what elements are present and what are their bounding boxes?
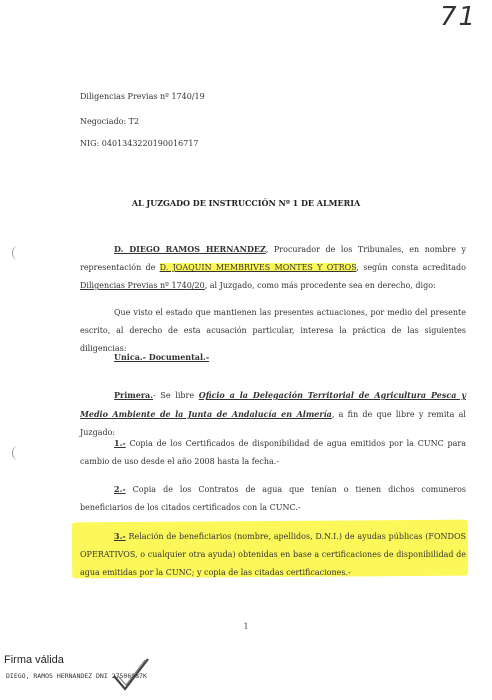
nig: NIG: 0401343220190016717 bbox=[80, 139, 199, 148]
client-name: D. JOAQUIN MEMBRIVES MONTES Y OTROS bbox=[159, 263, 357, 272]
court-heading: AL JUZGADO DE INSTRUCCIÓN Nº 1 DE ALMERIA bbox=[131, 198, 361, 208]
item-3 bbox=[80, 527, 466, 582]
page-number: 1 bbox=[243, 622, 249, 631]
oficio-text: Oficio a la Delegación Territorial de Agricultura Pesca y Medio Ambiente de la Junta de Andalucía en Almería bbox=[80, 390, 467, 419]
item-2-text: Copia de los Contratos de agua que tenían o tienen dichos comuneros beneficiarios de los citados certificados con la CUNC.- bbox=[80, 485, 466, 512]
unica-label: Unica.- Documental.- bbox=[114, 352, 210, 362]
item-3-number: 3.- bbox=[114, 531, 126, 541]
intro-paragraph bbox=[80, 240, 466, 295]
item-2 bbox=[80, 480, 466, 517]
diligencias-ref: Diligencias Previas nº 1740/19 bbox=[80, 92, 205, 101]
item-1-number: 1.- bbox=[114, 438, 126, 448]
item-1-text: Copia de los Certificados de disponibilidad de agua emitidos por la CUNC para cambio de uso desde el año 2008 hasta la fecha.- bbox=[80, 439, 466, 466]
intro-text-3: , al Juzgado, como más procedente sea en derecho, digo: bbox=[204, 281, 436, 290]
negociado: Negociado: T2 bbox=[80, 117, 140, 126]
primera-text-2: , a fin de que libre y remita al Juzgado: bbox=[80, 410, 466, 437]
dp-reference: Diligencias Previas nº 1740/20 bbox=[80, 281, 205, 290]
binder-hole-icon bbox=[12, 246, 23, 260]
handwritten-page-number: 71 bbox=[440, 2, 478, 32]
item-3-text: Relación de beneficiarios (nombre, apellidos, D.N.I.) de ayudas públicas (FONDOS OPERATIVOS, o cualquier otra ayuda) obtenidas en base a certificaciones de disponibilidad de agua emitidas por la CUNC; y copia de las citadas certificaciones.- bbox=[80, 532, 466, 577]
intro-text-1: , Procurador de los Tribunales, en nombre y representación de bbox=[80, 245, 467, 272]
unica-heading bbox=[80, 348, 466, 367]
signature-check-icon bbox=[112, 656, 150, 692]
firma-valida-label: Firma válida bbox=[4, 654, 64, 666]
request-paragraph: Que visto el estado que mantienen las presentes actuaciones, por medio del presente escrito, al derecho de esta acusación particular, interesa la práctica de las siguientes diligencias: bbox=[80, 308, 466, 353]
item-2-number: 2.- bbox=[114, 484, 126, 494]
signer-line: DIEGO, RAMOS HERNANDEZ DNI 27506987K bbox=[6, 672, 147, 680]
primera-text-1: - Se libre bbox=[153, 391, 199, 400]
item-1 bbox=[80, 434, 466, 471]
binder-hole-icon bbox=[12, 446, 23, 460]
intro-text-2: , según consta acreditado bbox=[356, 263, 466, 272]
procurador-name: D. DIEGO RAMOS HERNANDEZ bbox=[114, 244, 266, 254]
primera-label: Primera. bbox=[114, 390, 154, 400]
